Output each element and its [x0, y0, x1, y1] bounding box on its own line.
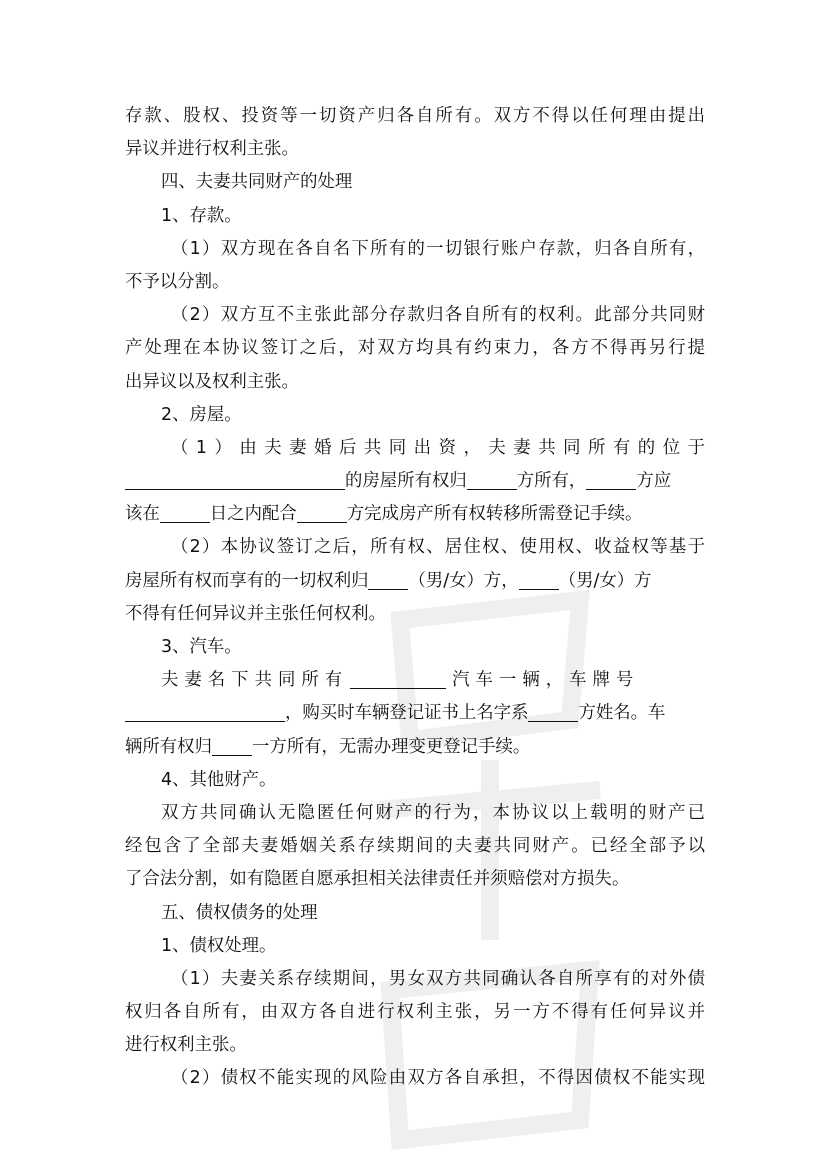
item-heading: 2、房屋。	[161, 404, 242, 425]
item-heading: 1、存款。	[161, 205, 242, 226]
fill-blank	[125, 701, 285, 722]
paragraph-line: 出异议以及权利主张。	[125, 371, 299, 392]
fill-blank	[125, 469, 345, 490]
paragraph-line: （2）双方互不主张此部分存款归各自所有的权利。此部分共同财	[171, 305, 705, 326]
text-run: 该在	[125, 504, 160, 525]
text-run: 一方所有，无需办理变更登记手续。	[251, 736, 531, 757]
paragraph-line: 不得有任何异议并主张任何权利。	[125, 603, 386, 624]
text-run: ，购买时车辆登记证书上名字系	[285, 703, 529, 724]
text-run: 汽车一辆，车牌号	[452, 670, 640, 691]
text-run: 方所有，	[516, 471, 587, 492]
text-run: 方完成房产所有权转移所需登记手续。	[346, 504, 643, 525]
paragraph-line: 经包含了全部夫妻婚姻关系存续期间的夫妻共同财产。已经全部予以	[125, 836, 705, 857]
paragraph-line: 产处理在本协议签订之后，对双方均具有约束力，各方不得再另行提	[125, 338, 705, 359]
paragraph-line: （2）债权不能实现的风险由双方各自承担，不得因债权不能实现	[171, 1068, 705, 1089]
text-run: 方姓名。车	[578, 703, 666, 724]
text-run: 日之内配合	[209, 504, 297, 525]
fill-blank	[586, 469, 636, 490]
section-heading: 四、夫妻共同财产的处理	[161, 172, 353, 193]
fill-blank	[297, 502, 347, 523]
item-heading: 1、债权处理。	[161, 935, 277, 956]
text-run: 辆所有权归	[125, 736, 212, 757]
paragraph-line	[125, 697, 705, 730]
paragraph-line: 权归各自所有，由双方各自进行权利主张，另一方不得有任何异议并	[125, 1002, 705, 1023]
fill-blank	[350, 668, 446, 689]
paragraph-line: （2）本协议签订之后，所有权、居住权、使用权、收益权等基于	[171, 537, 705, 558]
fill-blank	[519, 569, 559, 590]
fill-blank	[528, 701, 578, 722]
paragraph-line: 双方共同确认无隐匿任何财产的行为，本协议以上载明的财产已	[161, 802, 705, 823]
paragraph-line: 存款、股权、投资等一切资产归各自所有。双方不得以任何理由提出	[125, 106, 705, 126]
paragraph-line: 异议并进行权利主张。	[125, 139, 299, 160]
text-run: （男/女）方，	[408, 570, 519, 591]
paragraph-line: （1）由夫妻婚后共同出资，夫妻共同所有的位于	[171, 437, 705, 458]
fill-blank	[160, 502, 210, 523]
text-run: 夫妻名下共同所有	[161, 670, 349, 691]
paragraph-line	[125, 498, 705, 531]
paragraph-line	[125, 465, 705, 498]
paragraph-line: 了合法分割，如有隐匿自愿承担相关法律责任并须赔偿对方损失。	[125, 869, 630, 890]
item-heading: 4、其他财产。	[161, 769, 277, 790]
item-heading: 3、汽车。	[161, 637, 242, 657]
fill-blank	[368, 569, 408, 590]
paragraph-line: 不予以分割。	[125, 271, 230, 292]
paragraph-line	[125, 664, 705, 697]
fill-blank	[467, 469, 517, 490]
paragraph-line	[125, 731, 705, 764]
text-run: （男/女）方	[558, 570, 652, 591]
section-heading: 五、债权债务的处理	[161, 902, 318, 923]
document-body	[125, 100, 705, 1096]
paragraph-line: 进行权利主张。	[125, 1035, 247, 1056]
text-run: 房屋所有权而享有的一切权利归	[125, 570, 369, 591]
paragraph-line: （1）夫妻关系存续期间，男女双方共同确认各自所享有的对外债	[171, 968, 705, 989]
text-run: 的房屋所有权归	[345, 471, 467, 492]
paragraph-line	[125, 565, 705, 598]
text-run: 方应	[636, 471, 672, 492]
paragraph-line: （1）双方现在各自名下所有的一切银行账户存款，归各自所有，	[171, 238, 705, 259]
fill-blank	[212, 735, 252, 756]
